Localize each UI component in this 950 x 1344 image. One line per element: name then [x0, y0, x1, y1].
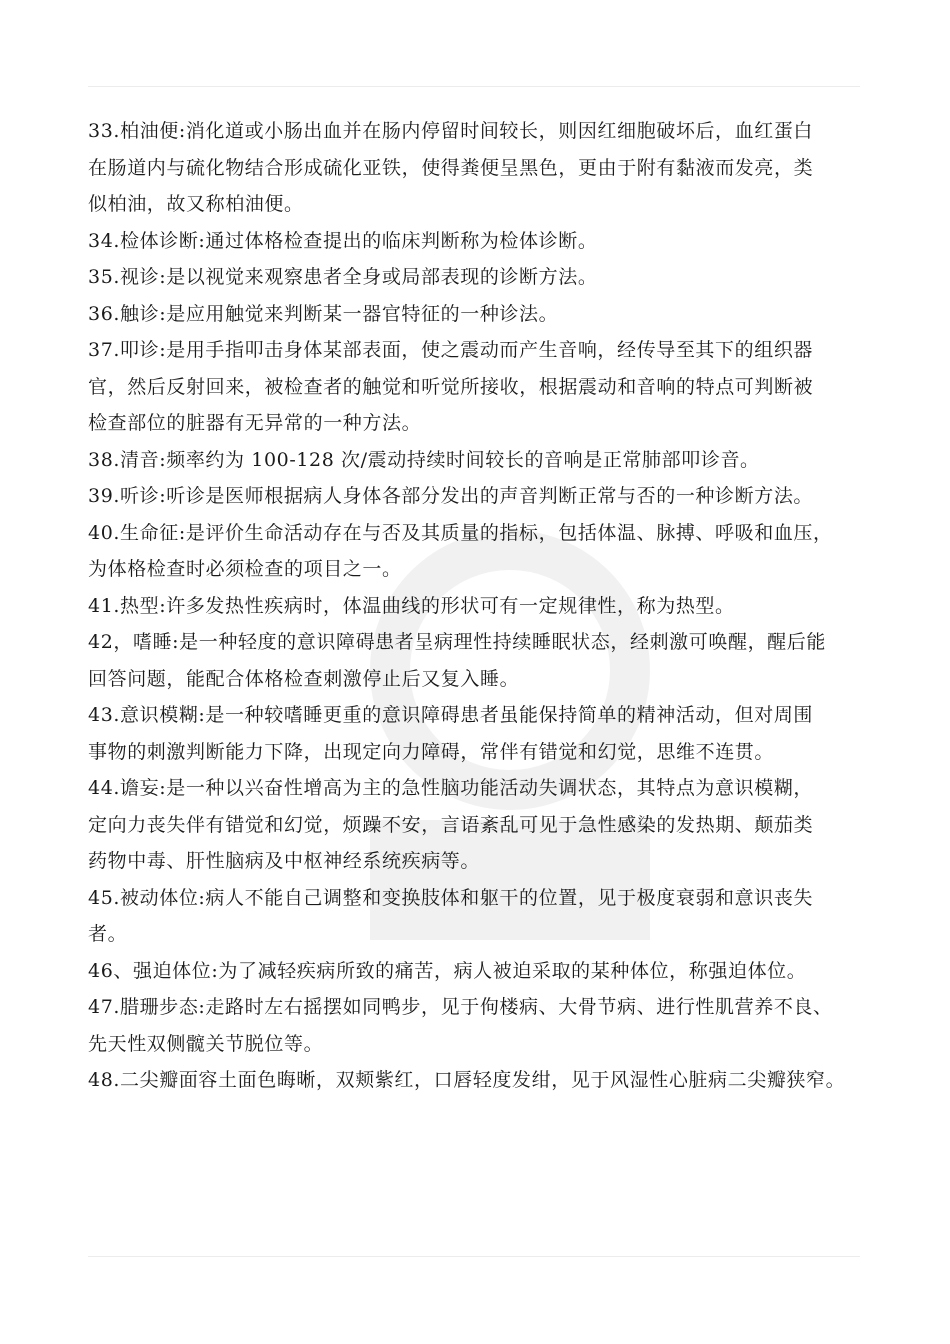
text-line: 为体格检查时必须检查的项目之一。	[88, 558, 402, 580]
text-line: 官，然后反射回来，被检查者的触觉和听觉所接收，根据震动和音响的特点可判断被	[88, 375, 814, 398]
text-line: 45.被动体位:病人不能自己调整和变换肢体和躯干的位置，见于极度衰弱和意识丧失	[88, 886, 814, 909]
text-line: 35.视诊:是以视觉来观察患者全身或局部表现的诊断方法。	[88, 266, 598, 288]
text-line: 33.柏油便:消化道或小肠出血并在肠内停留时间较长，则因红细胞破坏后，血红蛋白	[88, 120, 814, 142]
text-line: 41.热型:许多发热性疾病时，体温曲线的形状可有一定规律性，称为热型。	[88, 594, 735, 617]
text-line: 48.二尖瓣面容土面色晦晰，双颊紫红，口唇轻度发绀，见于风湿性心脏病二尖瓣狭窄。	[88, 1069, 846, 1091]
text-line: 定向力丧失伴有错觉和幻觉，烦躁不安，言语紊乱可见于急性感染的发热期、颠茄类	[88, 813, 814, 836]
document-body	[88, 113, 888, 1099]
text-line: 40.生命征:是评价生命活动存在与否及其质量的指标，包括体温、脉搏、呼吸和血压，	[88, 521, 833, 544]
top-divider	[88, 86, 860, 87]
text-line: 似柏油，故又称柏油便。	[88, 193, 304, 215]
text-line: 检查部位的脏器有无异常的一种方法。	[88, 412, 422, 434]
text-line: 回答问题，能配合体格检查刺激停止后又复入睡。	[88, 667, 520, 690]
text-line: 46、强迫体位:为了减轻疾病所致的痛苦，病人被迫采取的某种体位，称强迫体位。	[88, 959, 807, 982]
text-line: 37.叩诊:是用手指叩击身体某部表面，使之震动而产生音响，经传导至其下的组织器	[88, 339, 814, 361]
bottom-divider	[88, 1256, 860, 1257]
text-line: 在肠道内与硫化物结合形成硫化亚铁，使得粪便呈黑色，更由于附有黏液而发亮，类	[88, 156, 814, 179]
text-line: 药物中毒、肝性脑病及中枢神经系统疾病等。	[88, 850, 481, 872]
text-line: 43.意识模糊:是一种较嗜睡更重的意识障碍患者虽能保持简单的精神活动，但对周围	[88, 704, 814, 726]
text-line: 38.清音:频率约为 100-128 次/震动持续时间较长的音响是正常肺部叩诊音。	[88, 448, 760, 471]
text-line: 44.谵妄:是一种以兴奋性增高为主的急性脑功能活动失调状态，其特点为意识模糊，	[88, 777, 814, 799]
text-line: 先天性双侧髋关节脱位等。	[88, 1032, 324, 1055]
text-line: 39.听诊:听诊是医师根据病人身体各部分发出的声音判断正常与否的一种诊断方法。	[88, 485, 814, 507]
text-line: 者。	[88, 923, 128, 945]
text-line: 36.触诊:是应用触觉来判断某一器官特征的一种诊法。	[88, 302, 559, 325]
text-line: 34.检体诊断:通过体格检查提出的临床判断称为检体诊断。	[88, 229, 598, 252]
text-line: 42，嗜睡:是一种轻度的意识障碍患者呈病理性持续睡眠状态，经刺激可唤醒，醒后能	[88, 631, 826, 653]
text-line: 47.腊珊步态:走路时左右摇摆如同鸭步，见于佝楼病、大骨节病、进行性肌营养不良、	[88, 996, 833, 1018]
text-line: 事物的刺激判断能力下降，出现定向力障碍，常伴有错觉和幻觉，思维不连贯。	[88, 740, 775, 763]
